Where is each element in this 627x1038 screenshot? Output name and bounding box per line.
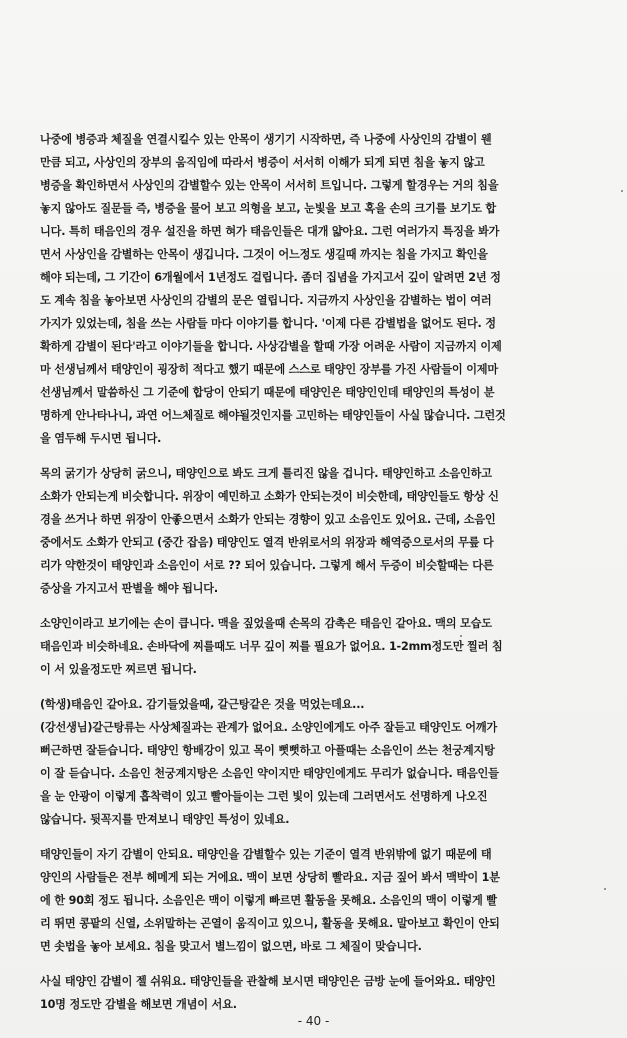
text-line: 사실 태양인 감별이 젤 쉬워요. 태양인들을 관찰해 보시면 태양인은 금방 눈에 들어와요. 태양인: [40, 975, 496, 988]
text-line: 소화가 안되는게 비슷합니다. 위장이 예민하고 소화가 안되는것이 비슷한데, 태양인들도 항상 신: [40, 490, 499, 503]
scan-speck: [604, 888, 606, 890]
text-line: 나중에 병증과 체질을 연결시킬수 있는 안목이 생기기 시작하면, 즉 나중에 사상인의 감별이 웬: [40, 133, 492, 146]
text-line: 마 선생님께서 태양인이 굉장히 적다고 했기 때문에 스스로 태양인 장부를 가진 사람들이 이제마: [40, 363, 499, 376]
text-line: 니다. 특히 태음인의 경우 설진을 하면 혀가 태음인들은 대개 얇아요. 그런 여러가지 특징을 봐가: [40, 225, 500, 238]
text-line: 만큼 되고, 사상인의 장부의 움직임에 따라서 병증이 서서히 이해가 되게 되면 침을 놓지 않고: [40, 156, 485, 169]
text-line: 않습니다. 뒷꼭지를 만져보니 태양인 특성이 있네요.: [40, 813, 290, 826]
text-line: 해야 되는데, 그 기간이 6개월에서 1년정도 걸립니다. 좀더 집념을 가지고서 깊이 알려면 2년 정: [40, 271, 501, 284]
paragraph: [40, 970, 610, 1016]
text-line: 확하게 감별이 된다'라고 이야기들을 합니다. 사상감별을 할때 가장 어려운 사람이 지금까지 이제: [40, 340, 502, 353]
text-line: 선생님께서 말씀하신 그 기준에 합당이 안되기 때문에 태양인은 태양인인데 태양인의 특성이 분: [40, 386, 495, 399]
page-number: - 40 -: [297, 1014, 330, 1028]
text-line: 가지가 있었는데, 침을 쓰는 사람들 마다 이야기를 합니다. '이제 다른 감별법을 없어도 된다. 정: [40, 317, 496, 330]
text-line: 10명 정도만 감별을 해보면 개념이 서요.: [40, 998, 237, 1011]
text-line: 목의 굵기가 상당히 굵으니, 태양인으로 봐도 크게 틀리진 않을 겁니다. 태양인하고 소음인하고: [40, 467, 492, 480]
text-line: 증상을 가지고서 판별을 해야 됩니다.: [40, 582, 218, 595]
text-line: (강선생님)갈근탕류는 사상체질과는 관계가 없어요. 소양인에게도 아주 잘듣고 태양인도 어깨가: [40, 721, 498, 734]
text-line: (학생)태음인 같아요. 감기들었을때, 갈근탕같은 것을 먹었는데요...: [40, 698, 365, 711]
bleed-through-text: [40, 102, 600, 122]
text-line: 이 서 있을정도만 찌르면 됩니다.: [40, 663, 197, 676]
paragraph: [40, 462, 610, 600]
text-line: 소양인이라고 보기에는 손이 큽니다. 맥을 짚었을때 손목의 감촉은 태음인 같아요. 맥의 모습도: [40, 617, 492, 630]
body-text: [40, 128, 610, 1028]
paragraph: [40, 693, 610, 831]
text-line: 을 눈 안광이 이렇게 흡착력이 있고 빨아들이는 그런 빛이 있는데 그러면서도 선명하게 나오진: [40, 790, 488, 803]
text-line: 태음인과 비슷하네요. 손바닥에 찌를때도 너무 깊이 찌를 필요가 없어요. 1-2mm정도만 찔러 침: [40, 640, 503, 653]
paragraph: [40, 612, 610, 681]
scan-speck: [460, 635, 462, 637]
text-line: 을 염두해 두시면 됩니다.: [40, 432, 162, 445]
text-line: 병증을 확인하면서 사상인의 감별할수 있는 안목이 서서히 트입니다. 그렇게 할경우는 거의 침을: [40, 179, 499, 192]
paragraph: [40, 128, 610, 450]
text-line: 명하게 안나타나니, 과연 어느체질로 해야될것인지를 고민하는 태양인들이 사실 많습니다. 그런것: [40, 409, 506, 422]
text-line: 에 한 90회 정도 됩니다. 소음인은 맥이 이렇게 빠르면 활동을 못해요. 소음인의 맥이 이렇게 빨: [40, 894, 497, 907]
text-line: 중에서도 소화가 안되고 (중간 잡음) 태양인도 열격 반위로서의 위장과 해역증으로서의 무릎 다: [40, 536, 494, 549]
text-line: 면 솟법을 놓아 보세요. 침을 맞고서 별느낌이 없으면, 바로 그 체질이 맞습니다.: [40, 940, 422, 953]
text-line: 도 계속 침을 놓아보면 사상인의 감별의 문은 열립니다. 지금까지 사상인을 감별하는 법이 여러: [40, 294, 492, 307]
text-line: 면서 사상인을 감별하는 안목이 생깁니다. 그것이 어느정도 생길때 까지는 침을 가지고 확인을: [40, 248, 488, 261]
text-line: 뻐근하면 잘듣습니다. 태양인 항배강이 있고 목이 뻣뻣하고 아플때는 소음인이 쓰는 천궁계지탕: [40, 744, 495, 757]
paragraph: [40, 843, 610, 958]
text-line: 경을 쓰거나 하면 위장이 안좋으면서 소화가 안되는 경향이 있고 소음인도 있어요. 근데, 소음인: [40, 513, 496, 526]
text-line: 이 잘 듣습니다. 소음인 천궁계지탕은 소음인 약이지만 태양인에게도 무리가 없습니다. 태음인들: [40, 767, 499, 780]
text-line: 리 뛰면 콩팥의 신열, 소위말하는 곤열이 움직이고 있으니, 활동을 못해요. 말아보고 확인이 안되: [40, 917, 500, 930]
text-line: 리가 약한것이 태양인과 소음인이 서로 ?? 되어 있습니다. 그렇게 해서 두증이 비슷할때는 다른: [40, 559, 494, 572]
text-line: 태양인들이 자기 감별이 안되요. 태양인을 감별할수 있는 기준이 열격 반위밖에 없기 때문에 태: [40, 848, 492, 861]
scan-speck: [621, 190, 623, 192]
text-line: 놓지 않아도 질문들 즉, 병증을 물어 보고 의형을 보고, 눈빛을 보고 혹을 손의 크기를 보기도 합: [40, 202, 496, 215]
text-line: 양인의 사람들은 전부 헤메게 되는 거에요. 맥이 보면 상당히 빨라요. 지금 짚어 봐서 맥박이 1분: [40, 871, 500, 884]
